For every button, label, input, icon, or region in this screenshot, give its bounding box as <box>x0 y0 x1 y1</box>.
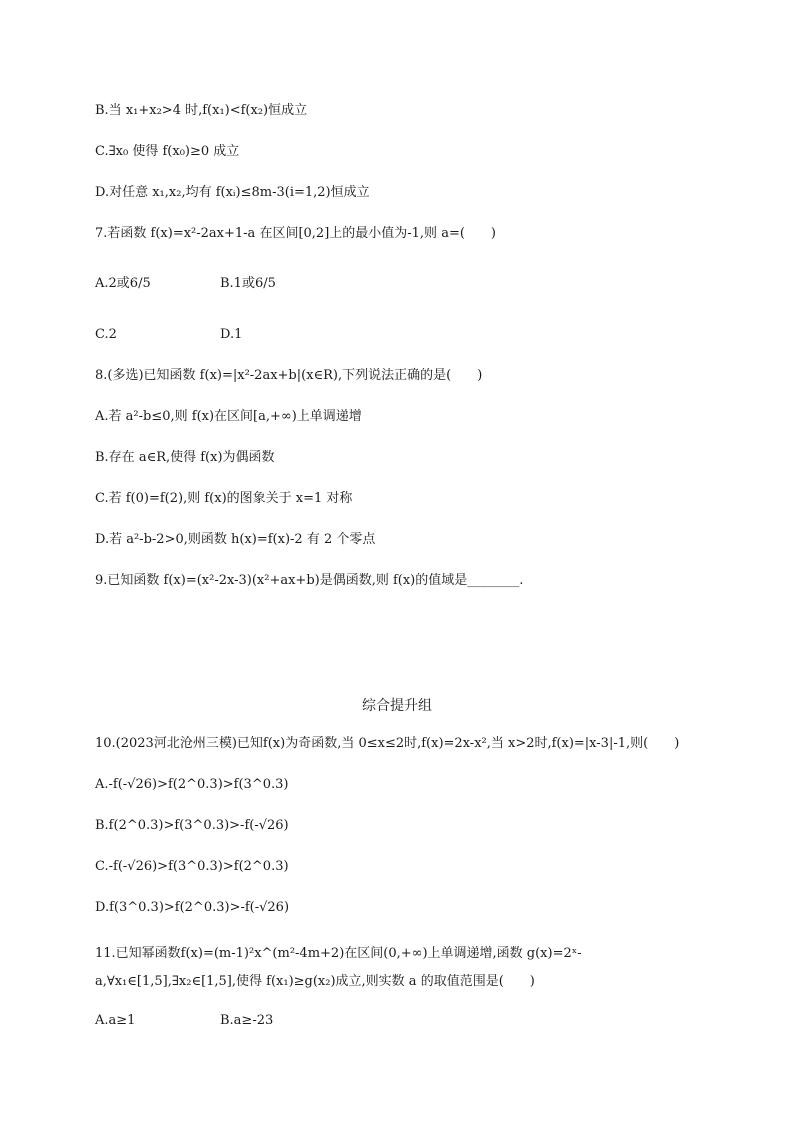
q8-option-d: D.若 a²-b-2>0,则函数 h(x)=f(x)-2 有 2 个零点 <box>95 532 376 547</box>
q6-option-c: C.∃x₀ 使得 f(x₀)≥0 成立 <box>95 144 240 159</box>
q9-stem: 9.已知函数 f(x)=(x²-2x-3)(x²+ax+b)是偶函数,则 f(x)的值域是________. <box>95 573 524 588</box>
q7-option-c: C.2 <box>95 327 117 342</box>
q10-stem: 10.(2023河北沧州三模)已知f(x)为奇函数,当 0≤x≤2时,f(x)=2x-x²,当 x>2时,f(x)=|x-3|-1,则( ) <box>95 736 680 751</box>
q8-option-b: B.存在 a∈R,使得 f(x)为偶函数 <box>95 450 275 465</box>
q7-option-b: B.1或6/5 <box>220 276 276 291</box>
q10-option-b: B.f(2^0.3)>f(3^0.3)>-f(-√26) <box>95 818 289 833</box>
q7-option-a: A.2或6/5 <box>95 276 151 291</box>
q7-option-d: D.1 <box>220 327 243 342</box>
q11-option-a: A.a≥1 <box>95 1013 136 1028</box>
q8-stem: 8.(多选)已知函数 f(x)=|x²-2ax+b|(x∈R),下列说法正确的是( ) <box>95 368 483 383</box>
q6-option-b: B.当 x₁+x₂>4 时,f(x₁)<f(x₂)恒成立 <box>95 103 308 118</box>
q8-option-c: C.若 f(0)=f(2),则 f(x)的图象关于 x=1 对称 <box>95 491 353 506</box>
q6-option-d: D.对任意 x₁,x₂,均有 f(xᵢ)≤8m-3(i=1,2)恒成立 <box>95 185 370 200</box>
q10-option-a: A.-f(-√26)>f(2^0.3)>f(3^0.3) <box>95 777 289 792</box>
q10-option-d: D.f(3^0.3)>f(2^0.3)>-f(-√26) <box>95 900 290 915</box>
q7-stem: 7.若函数 f(x)=x²-2ax+1-a 在区间[0,2]上的最小值为-1,则 a=( ) <box>95 226 496 241</box>
q8-option-a: A.若 a²-b≤0,则 f(x)在区间[a,+∞)上单调递增 <box>95 409 362 424</box>
q11-option-b: B.a≥-23 <box>220 1013 274 1028</box>
section-title: 综合提升组 <box>362 698 432 714</box>
q10-option-c: C.-f(-√26)>f(3^0.3)>f(2^0.3) <box>95 859 289 874</box>
q11-stem: 11.已知幂函数f(x)=(m-1)²x^(m²-4m+2)在区间(0,+∞)上单调递增,函数 g(x)=2ˣ-a,∀x₁∈[1,5],∃x₂∈[1,5],使得 f(x₁)≥g(x₂)成立,则实数 a 的取值范围是( ) <box>95 946 582 989</box>
